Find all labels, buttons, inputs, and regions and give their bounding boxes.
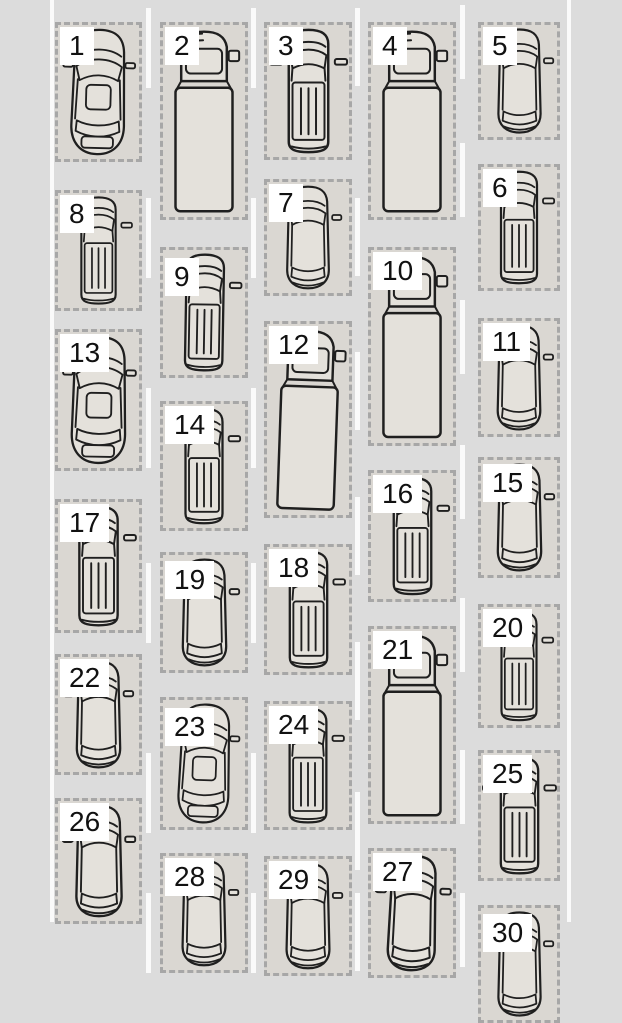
lane-marking-dash [355, 8, 360, 86]
parking-spot-4[interactable] [368, 22, 456, 220]
parking-spot-29[interactable] [264, 856, 352, 976]
lane-marking-dash [146, 563, 151, 643]
parking-spot-22[interactable] [55, 654, 142, 775]
spot-number-label: 20 [483, 609, 532, 647]
parking-spot-11[interactable] [478, 318, 560, 437]
lane-marking-dash [355, 893, 360, 971]
lane-marking-dash [146, 893, 151, 973]
spot-number-label: 13 [60, 334, 109, 372]
spot-number-label: 5 [483, 27, 517, 65]
spot-number-label: 8 [60, 195, 94, 233]
parking-spot-2[interactable] [160, 22, 248, 220]
lane-marking-dash [146, 753, 151, 833]
parking-spot-5[interactable] [478, 22, 560, 140]
lane-marking-dash [460, 143, 465, 217]
spot-number-label: 26 [60, 803, 109, 841]
parking-spot-12[interactable] [264, 321, 352, 518]
parking-spot-27[interactable] [368, 848, 456, 978]
spot-number-label: 2 [165, 27, 199, 65]
spot-number-label: 14 [165, 406, 214, 444]
parking-spot-1[interactable] [55, 22, 142, 162]
spot-number-label: 18 [269, 549, 318, 587]
spot-number-label: 22 [60, 659, 109, 697]
parking-spot-24[interactable] [264, 701, 352, 830]
spot-number-label: 25 [483, 755, 532, 793]
parking-spot-6[interactable] [478, 164, 560, 291]
parking-spot-21[interactable] [368, 626, 456, 824]
lane-marking-dash [251, 198, 256, 278]
parking-spot-26[interactable] [55, 798, 142, 924]
spot-number-label: 3 [269, 27, 303, 65]
lane-marking-dash [251, 563, 256, 643]
lane-marking-dash [251, 753, 256, 833]
lane-marking-dash [460, 445, 465, 519]
lane-marking-solid [50, 0, 54, 922]
spot-number-label: 16 [373, 475, 422, 513]
spot-number-label: 30 [483, 914, 532, 952]
spot-number-label: 11 [483, 323, 530, 361]
parking-spot-8[interactable] [55, 190, 142, 311]
spot-number-label: 27 [373, 853, 422, 891]
lane-marking-dash [251, 388, 256, 468]
spot-number-label: 19 [165, 561, 214, 599]
parking-spot-9[interactable] [160, 247, 248, 378]
spot-number-label: 9 [165, 258, 199, 296]
lane-marking-dash [460, 300, 465, 374]
lane-marking-dash [355, 497, 360, 575]
parking-spot-16[interactable] [368, 470, 456, 602]
lane-marking-dash [146, 8, 151, 88]
parking-spot-13[interactable] [55, 329, 142, 471]
parking-spot-28[interactable] [160, 853, 248, 973]
lane-marking-dash [146, 198, 151, 278]
lane-marking-solid [567, 0, 571, 922]
parking-spot-20[interactable] [478, 604, 560, 728]
lane-marking-dash [355, 792, 360, 870]
spot-number-label: 15 [483, 464, 532, 502]
spot-number-label: 7 [269, 184, 303, 222]
spot-number-label: 29 [269, 861, 318, 899]
parking-spot-17[interactable] [55, 499, 142, 633]
lane-marking-dash [355, 352, 360, 430]
lane-marking-dash [460, 893, 465, 967]
spot-number-label: 12 [269, 326, 318, 364]
spot-number-label: 23 [165, 708, 214, 746]
spot-number-label: 21 [373, 631, 422, 669]
parking-spot-15[interactable] [478, 457, 560, 578]
lane-marking-dash [251, 893, 256, 973]
spot-number-label: 6 [483, 169, 517, 207]
parking-spot-30[interactable] [478, 905, 560, 1023]
lane-marking-dash [146, 388, 151, 468]
parking-spot-3[interactable] [264, 22, 352, 160]
parking-spot-19[interactable] [160, 552, 248, 673]
parking-spot-14[interactable] [160, 401, 248, 531]
lane-marking-dash [460, 598, 465, 672]
spot-number-label: 17 [60, 504, 109, 542]
parking-spot-25[interactable] [478, 750, 560, 881]
lane-marking-dash [251, 8, 256, 88]
spot-number-label: 1 [60, 27, 94, 65]
spot-number-label: 28 [165, 858, 214, 896]
spot-number-label: 10 [373, 252, 422, 290]
parking-spot-7[interactable] [264, 179, 352, 296]
lane-marking-dash [460, 5, 465, 79]
parking-spot-23[interactable] [160, 697, 248, 830]
parking-spot-18[interactable] [264, 544, 352, 675]
spot-number-label: 4 [373, 27, 407, 65]
lane-marking-dash [355, 642, 360, 720]
spot-number-label: 24 [269, 706, 318, 744]
lane-marking-dash [355, 198, 360, 276]
parking-spot-10[interactable] [368, 247, 456, 446]
lane-marking-dash [460, 750, 465, 824]
